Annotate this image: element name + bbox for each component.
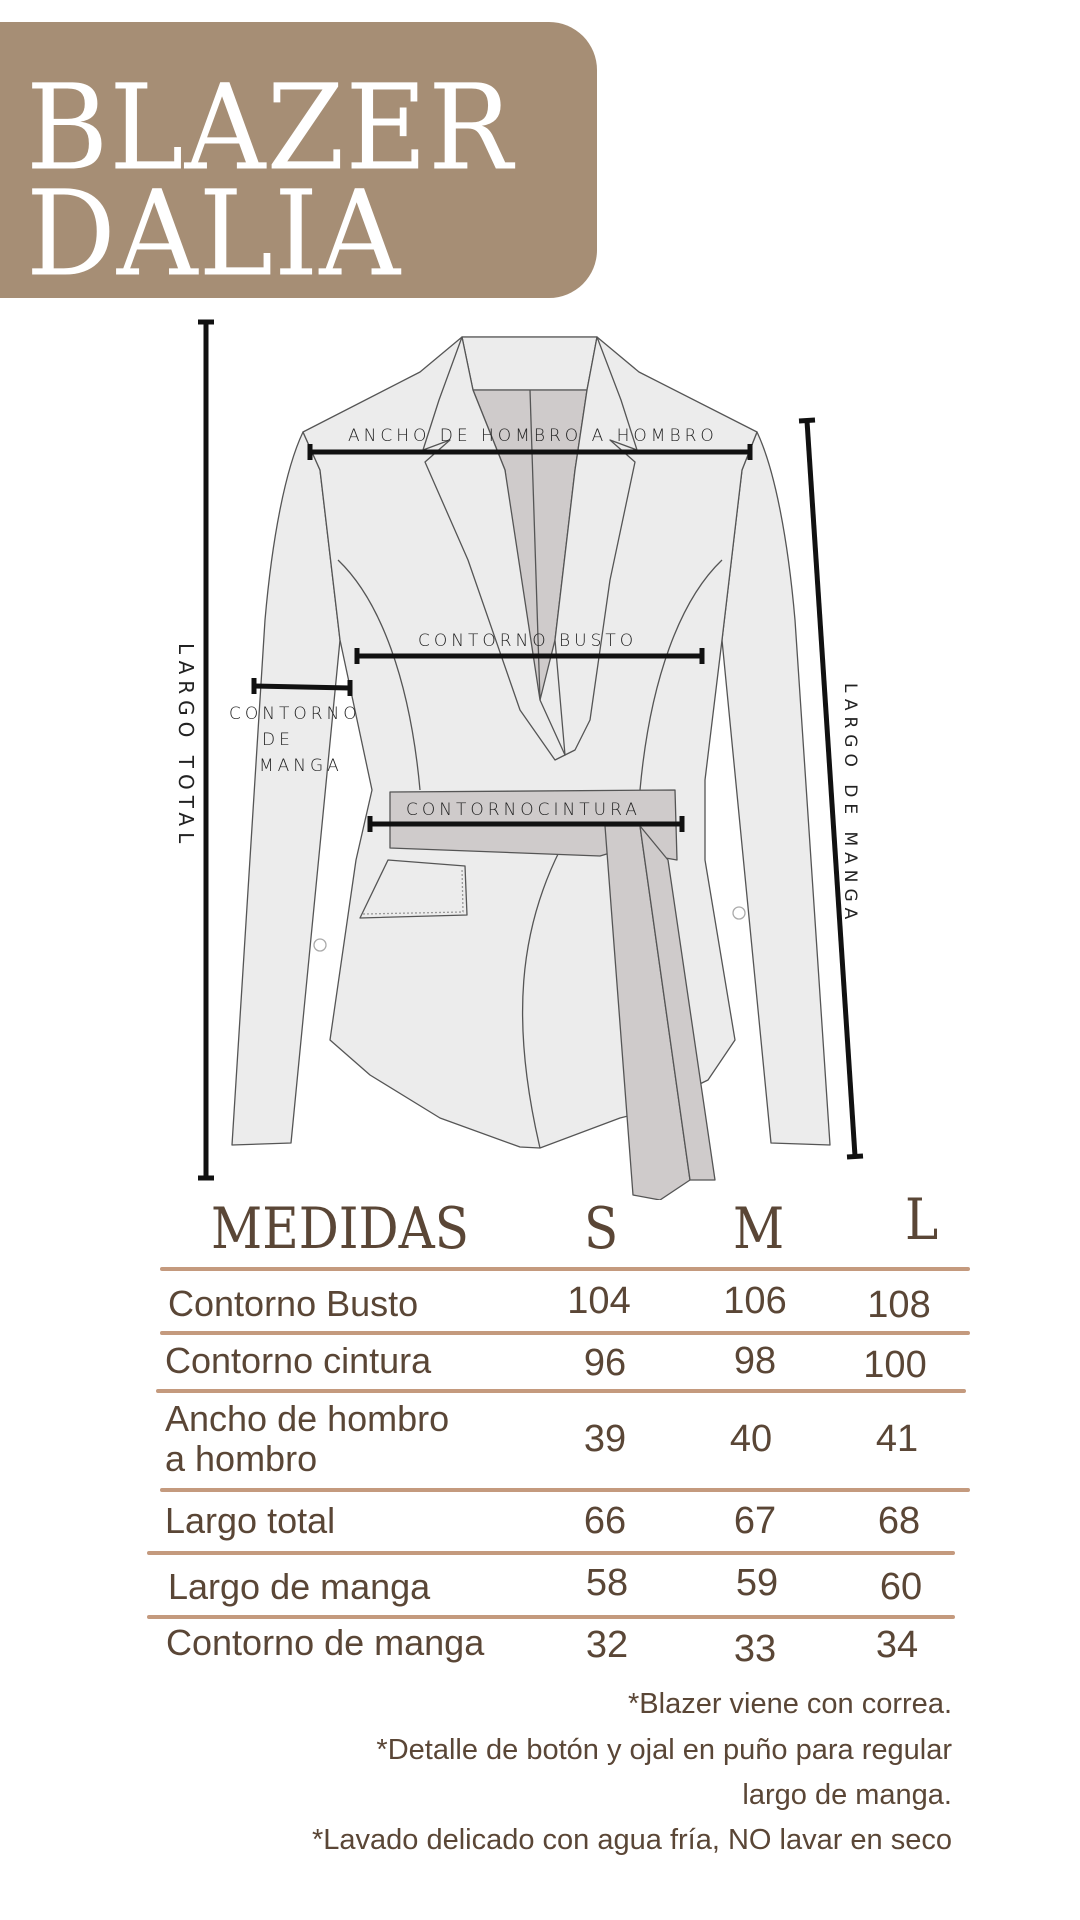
label-sleeve-contour-2: DE	[262, 730, 294, 750]
label-bust: CONTORNO BUSTO	[418, 631, 638, 651]
value-m: 67	[733, 1500, 777, 1542]
row-label: Contorno cintura	[165, 1340, 432, 1381]
table-header-size-s: S	[584, 1194, 619, 1262]
value-s: 32	[585, 1624, 629, 1666]
value-l: 108	[867, 1284, 931, 1326]
value-l: 100	[863, 1344, 927, 1386]
label-total-length: LARGO TOTAL	[174, 643, 198, 850]
row-label-line1: Ancho de hombro	[165, 1398, 450, 1439]
table-header-size-m: M	[733, 1194, 785, 1262]
value-s: 39	[583, 1418, 627, 1460]
row-label: Contorno de manga	[166, 1622, 485, 1663]
note-cuff-detail: *Detalle de botón y ojal en puño para regular	[376, 1734, 952, 1766]
value-l: 34	[875, 1624, 919, 1666]
label-sleeve-contour-1: CONTORNO	[229, 704, 361, 724]
value-s: 58	[585, 1562, 629, 1604]
label-shoulder-width: ANCHO DE HOMBRO A HOMBRO	[348, 426, 718, 446]
table-header-size-l: L	[905, 1185, 939, 1253]
table-divider	[160, 1488, 970, 1492]
sleeve-button-right	[733, 907, 745, 919]
value-s: 104	[567, 1280, 631, 1322]
row-label: Largo total	[165, 1500, 336, 1541]
note-belt: *Blazer viene con correa.	[628, 1688, 952, 1720]
note-washing: *Lavado delicado con agua fría, NO lavar en seco	[311, 1824, 952, 1856]
value-s: 96	[583, 1342, 627, 1384]
value-l: 68	[877, 1500, 921, 1542]
value-m: 33	[733, 1628, 777, 1670]
value-l: 41	[875, 1418, 919, 1460]
value-m: 59	[735, 1562, 779, 1604]
sleeve-button-left	[314, 939, 326, 951]
value-s: 66	[583, 1500, 627, 1542]
table-divider	[156, 1389, 966, 1393]
label-sleeve-contour-3: MANGA	[259, 756, 343, 776]
value-m: 40	[729, 1418, 773, 1460]
left-sleeve	[232, 432, 340, 1145]
table-divider	[147, 1551, 955, 1555]
row-label: Contorno Busto	[168, 1283, 419, 1324]
table-divider	[160, 1267, 970, 1271]
table-divider	[160, 1331, 970, 1335]
row-label-line2: a hombro	[165, 1438, 318, 1479]
table-divider	[147, 1615, 955, 1619]
note-cuff-detail-cont: largo de manga.	[742, 1779, 952, 1811]
row-label: Largo de manga	[168, 1566, 431, 1607]
label-sleeve-length: LARGO DE MANGA	[840, 683, 860, 926]
value-m: 98	[733, 1340, 777, 1382]
table-header-label: MEDIDAS	[211, 1194, 469, 1262]
title-line-1: BLAZER	[26, 60, 514, 198]
title-line-2: DALIA	[26, 166, 402, 304]
value-l: 60	[879, 1566, 923, 1608]
value-m: 106	[723, 1280, 787, 1322]
label-waist: CONTORNOCINTURA	[406, 800, 641, 820]
